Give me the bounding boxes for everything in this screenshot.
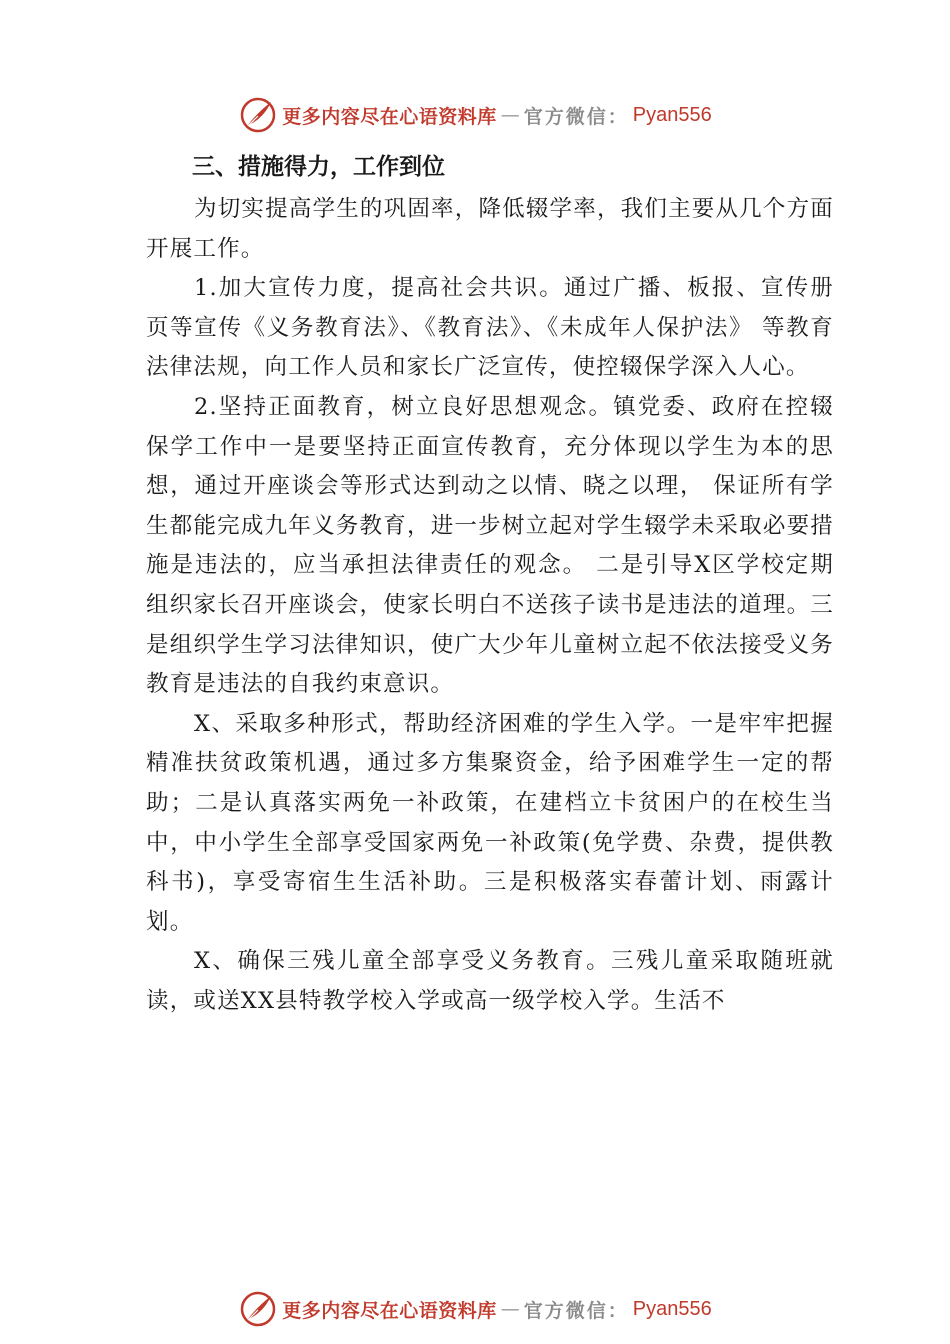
banner-wechat-label: 官方微信： — [523, 1299, 629, 1322]
header-banner — [0, 93, 950, 137]
banner-text: 更多内容尽在心语资料库 — [282, 105, 497, 128]
banner-wechat-id: Pyan556 — [632, 1297, 712, 1320]
quill-logo-icon — [238, 1289, 278, 1329]
footer-banner — [0, 1287, 950, 1331]
document-body — [146, 150, 834, 1021]
banner-text: 更多内容尽在心语资料库 — [282, 1299, 497, 1322]
banner-separator: — — [500, 1298, 520, 1320]
paragraph-disabled-children: X、确保三残儿童全部享受义务教育。三残儿童采取随班就读，或送XX县特教学校入学或高一级学校入学。生活不 — [146, 948, 834, 1014]
banner-wechat-label: 官方微信： — [523, 105, 629, 128]
paragraph-intro: 为切实提高学生的巩固率，降低辍学率，我们主要从几个方面开展工作。 — [146, 196, 834, 262]
banner-wechat-id: Pyan556 — [632, 103, 712, 126]
banner-separator: — — [500, 104, 520, 126]
quill-logo-icon — [238, 95, 278, 135]
paragraph-publicity: 1.加大宣传力度，提高社会共识。通过广播、板报、宣传册页等宣传《义务教育法》、《教育法》、《未成年人保护法》 等教育法律法规，向工作人员和家长广泛宣传，使控辍保学深入人心。 — [146, 275, 834, 381]
paragraph-education: 2.坚持正面教育，树立良好思想观念。镇党委、政府在控辍保学工作中一是要坚持正面宣传教育，充分体现以学生为本的思想，通过开座谈会等形式达到动之以情、晓之以理， 保证所有学生都能完成九年义务教育，进一步树立起对学生辍学未采取必要措施是违法的，应当承担法律责任的观念。 二是引导X区学校定期组织家长召开座谈会，使家长明白不送孩子读书是违法的道理。三是组织学生学习法律知识，使广大少年儿童树立起不依法接受义务教育是违法的自我约束意识。 — [146, 393, 834, 698]
section-heading: 三、措施得力，工作到位 — [192, 154, 445, 180]
paragraph-financial-aid: X、采取多种形式，帮助经济困难的学生入学。一是牢牢把握精准扶贫政策机遇，通过多方集聚资金，给予困难学生一定的帮助；二是认真落实两免一补政策，在建档立卡贫困户的在校生当中，中小学生全部享受国家两免一补政策(免学费、杂费，提供教科书)，享受寄宿生生活补助。三是积极落实春蕾计划、雨露计划。 — [146, 710, 834, 935]
